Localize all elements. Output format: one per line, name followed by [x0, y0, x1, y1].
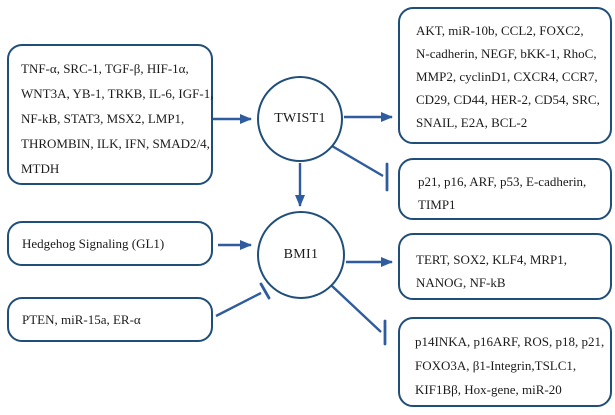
box-text-line: THROMBIN, ILK, IFN, SMAD2/4, — [21, 136, 210, 151]
node-twist1 — [257, 76, 343, 162]
box-bmi1-activated-targets — [398, 233, 612, 300]
box-text-line: MMP2, cyclinD1, CXCR4, CCR7, — [416, 69, 598, 84]
node-twist1-label: TWIST1 — [274, 111, 326, 126]
box-text-line: WNT3A, YB-1, TRKB, IL-6, IGF-1, — [21, 86, 214, 101]
box-twist1-suppressed-targets — [398, 158, 612, 220]
edge-pten-to-bmi1-line — [216, 293, 261, 316]
box-text-line: SNAIL, E2A, BCL-2 — [416, 115, 528, 130]
edge-twist1-to-p21-line — [332, 146, 383, 176]
box-text-line: CD29, CD44, HER-2, CD54, SRC, — [416, 92, 600, 107]
node-bmi1-label: BMI1 — [283, 247, 319, 262]
box-text-line: p14INKA, p16ARF, ROS, p18, p21, — [415, 334, 605, 349]
box-twist1-activated-targets — [398, 7, 612, 144]
box-text-line: TIMP1 — [418, 197, 456, 212]
box-text-line: AKT, miR-10b, CCL2, FOXC2, — [416, 23, 584, 38]
box-twist1-upstream-regulators — [7, 44, 213, 185]
box-text-line: TERT, SOX2, KLF4, MRP1, — [416, 252, 568, 267]
box-text-line: N-cadherin, NEGF, bKK-1, RhoC, — [416, 46, 597, 61]
box-text-line: FOXO3A, β1-Integrin,TSLC1, — [415, 358, 577, 373]
box-hedgehog-signaling — [7, 221, 213, 266]
edge-pten-to-bmi1-inhibition-bar — [261, 284, 269, 298]
box-text-line: NANOG, NF-kB — [416, 275, 506, 290]
box-text-line: TNF-α, SRC-1, TGF-β, HIF-1α, — [21, 61, 189, 76]
box-text-line: PTEN, miR-15a, ER-α — [22, 311, 141, 327]
box-text-line: KIF1Bβ, Hox-gene, miR-20 — [415, 382, 562, 397]
box-text-line: Hedgehog Signaling (GL1) — [22, 235, 165, 251]
box-text-line: NF-kB, STAT3, MSX2, LMP1, — [21, 111, 185, 126]
box-bmi1-suppressed-targets — [398, 317, 612, 407]
box-bmi1-inhibitors — [7, 297, 213, 342]
box-text-line: p21, p16, ARF, p53, E-cadherin, — [418, 174, 587, 189]
edge-bmi1-to-p14-line — [332, 286, 381, 332]
node-bmi1 — [257, 211, 345, 299]
box-text-line: MTDH — [21, 161, 60, 176]
